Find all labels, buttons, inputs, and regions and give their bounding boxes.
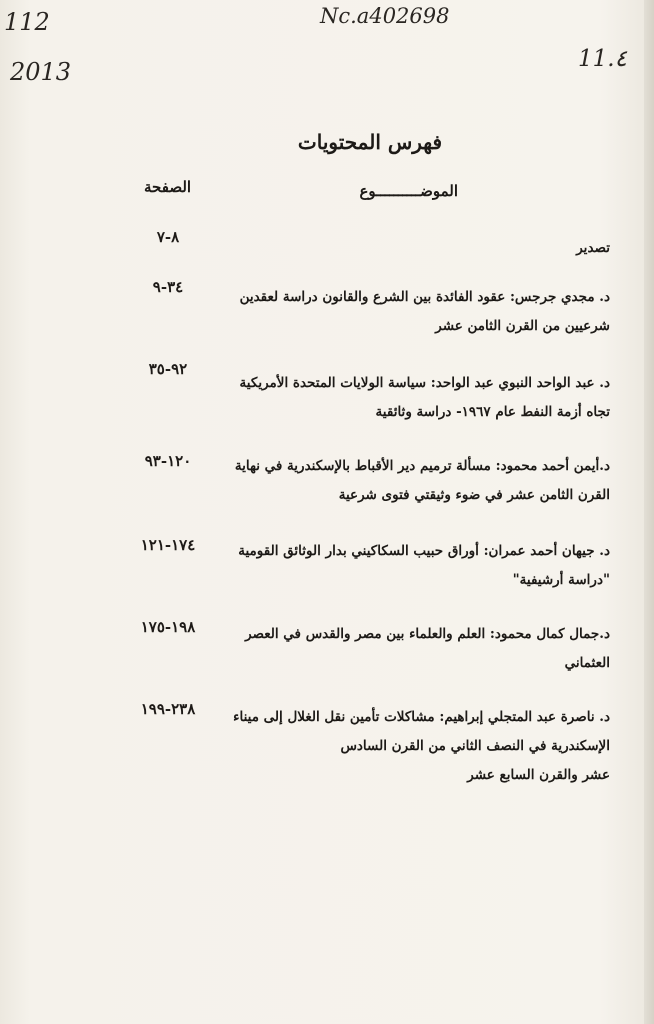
entry-page-range: ٨-٧	[156, 228, 180, 246]
entry-page-range: ١٩٨-١٧٥	[140, 618, 196, 636]
entry-line: العثماني	[564, 655, 610, 671]
toc-entry	[215, 369, 610, 427]
entry-line: د.جمال كمال محمود: العلم والعلماء بين مصر والقدس في العصر	[245, 626, 610, 642]
entry-page-range: ١٧٤-١٢١	[140, 536, 196, 554]
toc-entry	[215, 703, 610, 790]
toc-entry	[215, 537, 610, 595]
entry-line: شرعيين من القرن الثامن عشر	[435, 318, 610, 334]
entry-page-range: ١٢٠-٩٣	[144, 452, 192, 470]
entry-line: د.أيمن أحمد محمود: مسألة ترميم دير الأقباط بالإسكندرية في نهاية	[234, 458, 610, 474]
entry-page-range: ٢٣٨-١٩٩	[140, 700, 196, 718]
entry-line: تصدير	[576, 240, 610, 256]
toc-entry	[215, 234, 610, 263]
toc-entry	[215, 452, 610, 510]
entry-line: د. جيهان أحمد عمران: أوراق حبيب السكاكيني بدار الوثائق القومية	[238, 543, 610, 559]
entry-page-range: ٣٤-٩	[152, 278, 184, 296]
subject-column-header: الموضــــــــــوع	[359, 182, 458, 200]
entry-line: د. ناصرة عبد المتجلي إبراهيم: مشاكلات تأمين نقل الغلال إلى ميناء	[233, 709, 610, 725]
page-column-header: الصفحة	[144, 178, 192, 196]
page-title: فهرس المحتويات	[297, 130, 443, 154]
entry-page-range: ٩٢-٣٥	[148, 360, 188, 378]
handwritten-page-mark: 11.٤	[578, 46, 627, 72]
entry-line: "دراسة أرشيفية"	[512, 572, 610, 588]
entry-line: القرن الثامن عشر في ضوء وثيقتي فتوى شرعية	[338, 487, 610, 503]
toc-entry	[215, 620, 610, 678]
handwritten-year: 2013	[10, 58, 72, 86]
entry-line: تجاه أزمة النفط عام ١٩٦٧- دراسة وثائقية	[375, 404, 610, 420]
entry-line: عشر والقرن السابع عشر	[467, 767, 610, 783]
handwritten-catalog-number: Nc.a402698	[320, 4, 450, 28]
entry-line: الإسكندرية في النصف الثاني من القرن السادس	[340, 738, 610, 754]
page-edge	[644, 0, 654, 1024]
entry-line: د. عبد الواحد النبوي عبد الواحد: سياسة الولايات المتحدة الأمريكية	[239, 375, 610, 391]
entry-line: د. مجدي جرجس: عقود الفائدة بين الشرع والقانون دراسة لعقدين	[239, 289, 610, 305]
handwritten-number: 112	[4, 8, 50, 36]
toc-entry	[215, 283, 610, 341]
